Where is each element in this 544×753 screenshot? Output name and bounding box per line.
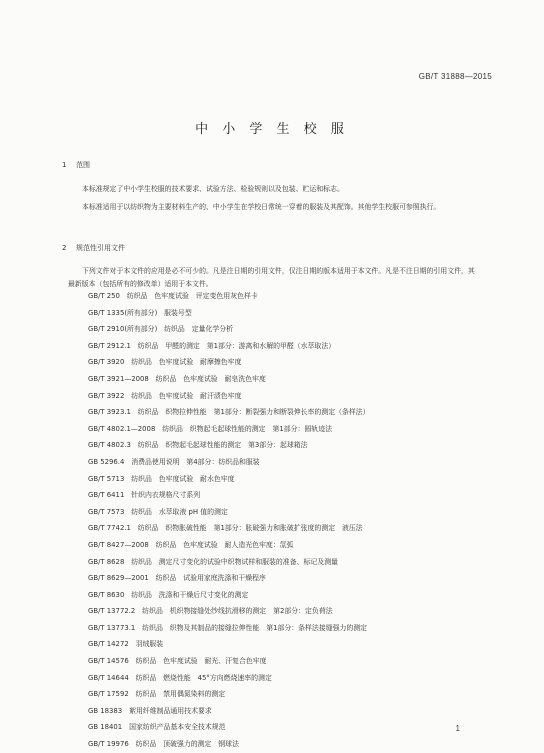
document-code: GB/T 31888—2015 (418, 72, 492, 81)
reference-item: GB/T 6411 针织内衣规格尺寸系列 (88, 491, 201, 500)
reference-item: GB/T 13773.1 纺织品 织物及其制品的接缝拉伸性能 第1部分：条样法接缝强力的测定 (88, 623, 368, 632)
reference-item: GB/T 4802.3 纺织品 织物起毛起球性能的测定 第3部分：起球箱法 (88, 441, 308, 450)
reference-item: GB/T 2910(所有部分) 纺织品 定量化学分析 (88, 325, 234, 334)
reference-item: GB/T 13772.2 纺织品 机织物接缝处纱线抗滑移的测定 第2部分：定负荷法 (88, 607, 333, 616)
reference-item: GB/T 2912.1 纺织品 甲醛的测定 第1部分：游离和水解的甲醛（水萃取法） (88, 341, 336, 350)
reference-item: GB/T 1335(所有部分) 服装号型 (88, 308, 192, 317)
section-heading-references (62, 243, 125, 253)
reference-item: GB/T 14644 纺织品 燃烧性能 45°方向燃烧速率的测定 (88, 673, 272, 682)
reference-item: GB/T 17592 纺织品 禁用偶氮染料的测定 (88, 690, 226, 699)
reference-item: GB/T 3922 纺织品 色牢度试验 耐汗渍色牢度 (88, 391, 242, 400)
reference-item: GB 18401 国家纺织产品基本安全技术规范 (88, 723, 226, 732)
section-title: 规范性引用文件 (76, 244, 125, 252)
document-title: 中 小 学 生 校 服 (195, 122, 349, 137)
reference-item: GB/T 3923.1 纺织品 织物拉伸性能 第1部分：断裂强力和断裂伸长率的测定（条样法） (88, 408, 370, 417)
references-intro-paragraph: 下列文件对于本文件的应用是必不可少的。凡是注日期的引用文件，仅注日期的版本适用于本文件。凡是不注日期的引用文件，其最新版本（包括所有的修改单）适用于本文件。 (68, 267, 475, 288)
reference-item: GB/T 7742.1 纺织品 织物胀破性能 第1部分：胀破强力和胀破扩张度的测定 液压法 (88, 524, 363, 533)
reference-item: GB/T 7573 纺织品 水萃取液 pH 值的测定 (88, 507, 228, 516)
reference-item: GB/T 4802.1—2008 纺织品 织物起毛起球性能的测定 第1部分：圆轨迹法 (88, 424, 332, 433)
section-number: 1 (62, 161, 67, 169)
scope-paragraph-1: 本标准规定了中小学生校服的技术要求、试验方法、检验规则以及包装、贮运和标志。 (82, 185, 344, 193)
scope-paragraph-2: 本标准适用于以纺织物为主要材料生产的、中小学生在学校日常统一穿着的服装及其配饰。其他学生校服可参照执行。 (82, 203, 441, 211)
reference-item: GB/T 8628 纺织品 测定尺寸变化的试验中织物试样和服装的准备、标记及测量 (88, 557, 338, 566)
reference-item: GB 18383 絮用纤维制品通用技术要求 (88, 706, 212, 715)
reference-item: GB/T 8427—2008 纺织品 色牢度试验 耐人造光色牢度：氙弧 (88, 540, 294, 549)
reference-item: GB/T 5713 纺织品 色牢度试验 耐水色牢度 (88, 474, 235, 483)
reference-list (88, 288, 488, 753)
reference-item: GB 5296.4 消费品使用说明 第4部分：纺织品和服装 (88, 457, 260, 466)
reference-item: GB/T 14576 纺织品 色牢度试验 耐光、汗复合色牢度 (88, 657, 267, 666)
section-heading-scope (62, 160, 90, 170)
reference-item: GB/T 3920 纺织品 色牢度试验 耐摩擦色牢度 (88, 358, 242, 367)
reference-item: GB/T 8630 纺织品 洗涤和干燥后尺寸变化的测定 (88, 590, 249, 599)
reference-item: GB/T 3921—2008 纺织品 色牢度试验 耐皂洗色牢度 (88, 374, 266, 383)
reference-item: GB/T 14272 羽绒服装 (88, 640, 164, 649)
reference-item: GB/T 8629—2001 纺织品 试验用家庭洗涤和干燥程序 (88, 574, 266, 583)
page-number: 1 (455, 724, 460, 733)
section-title: 范围 (76, 161, 90, 169)
section-number: 2 (62, 244, 67, 252)
reference-item: GB/T 250 纺织品 色牢度试验 评定变色用灰色样卡 (88, 292, 258, 300)
reference-item: GB/T 19976 纺织品 顶破强力的测定 钢球法 (88, 740, 239, 749)
